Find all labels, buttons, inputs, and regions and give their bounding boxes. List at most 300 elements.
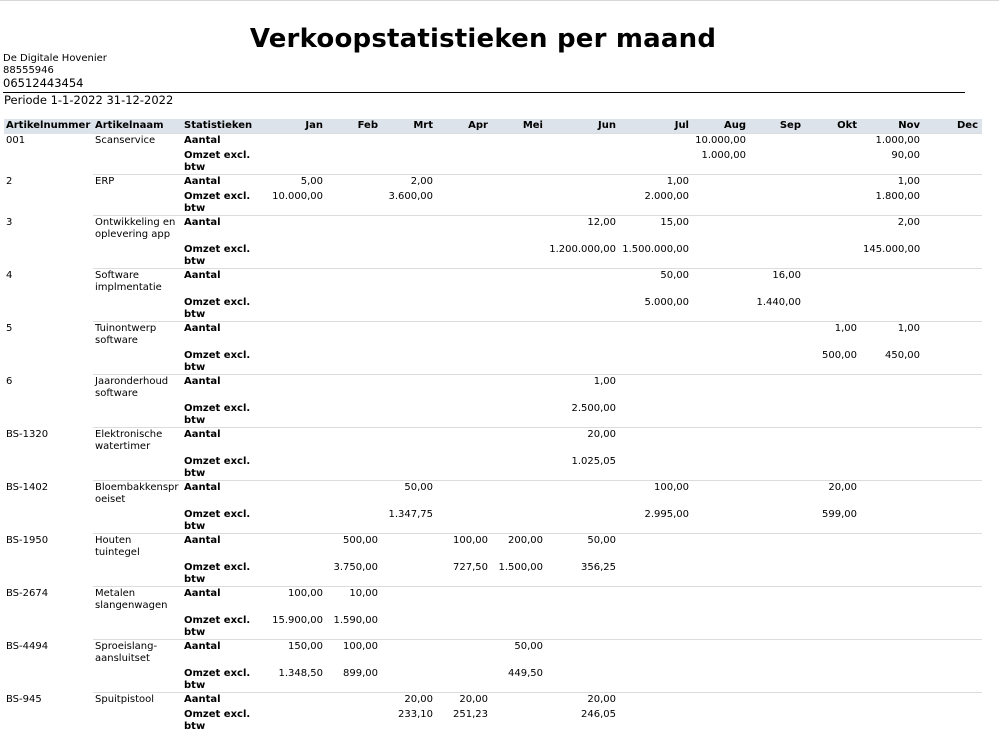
table-row: [4, 149, 982, 175]
omzet-nov-cell: [861, 455, 924, 481]
omzet-apr-cell: [437, 667, 492, 693]
col-header-aug: Aug: [693, 119, 750, 134]
aantal-aug-cell: [693, 428, 750, 456]
omzet-nov-cell: [861, 708, 924, 733]
aantal-mei-cell: 200,00: [492, 534, 547, 562]
article-number-cell: BS-1402: [4, 481, 93, 509]
article-name-cell: [93, 455, 182, 481]
report-title: Verkoopstatistieken per maand: [0, 24, 966, 54]
aantal-mei-cell: 50,00: [492, 640, 547, 668]
statistic-label-cell: Omzet excl. btw: [182, 296, 266, 322]
aantal-apr-cell: [437, 640, 492, 668]
aantal-dec-cell: [924, 534, 982, 562]
aantal-mrt-cell: [382, 134, 437, 150]
statistic-label-cell: Omzet excl. btw: [182, 402, 266, 428]
omzet-jun-cell: [547, 508, 620, 534]
aantal-mrt-cell: [382, 587, 437, 615]
aantal-nov-cell: [861, 481, 924, 509]
statistic-label-cell: Aantal: [182, 693, 266, 709]
aantal-sep-cell: [750, 175, 805, 191]
aantal-mrt-cell: 20,00: [382, 693, 437, 709]
omzet-jun-cell: [547, 296, 620, 322]
omzet-jun-cell: 356,25: [547, 561, 620, 587]
omzet-jan-cell: [266, 402, 327, 428]
omzet-jan-cell: 15.900,00: [266, 614, 327, 640]
table-row: [4, 614, 982, 640]
table-row: [4, 375, 982, 403]
omzet-mei-cell: [492, 243, 547, 269]
aantal-feb-cell: 500,00: [327, 534, 382, 562]
col-header-apr: Apr: [437, 119, 492, 134]
article-number-cell: [4, 243, 93, 269]
article-name-cell: Spuitpistool: [93, 693, 182, 709]
aantal-feb-cell: [327, 175, 382, 191]
aantal-jul-cell: [620, 693, 693, 709]
aantal-sep-cell: [750, 481, 805, 509]
aantal-nov-cell: [861, 587, 924, 615]
aantal-jul-cell: [620, 587, 693, 615]
aantal-okt-cell: [805, 693, 861, 709]
aantal-apr-cell: [437, 375, 492, 403]
aantal-aug-cell: [693, 481, 750, 509]
omzet-sep-cell: [750, 243, 805, 269]
aantal-okt-cell: 20,00: [805, 481, 861, 509]
omzet-okt-cell: [805, 149, 861, 175]
aantal-dec-cell: [924, 216, 982, 244]
omzet-okt-cell: [805, 708, 861, 733]
statistic-label-cell: Omzet excl. btw: [182, 667, 266, 693]
col-header-artikelnaam: Artikelnaam: [93, 119, 182, 134]
omzet-aug-cell: [693, 508, 750, 534]
aantal-aug-cell: [693, 693, 750, 709]
article-number-cell: [4, 561, 93, 587]
omzet-dec-cell: [924, 561, 982, 587]
omzet-dec-cell: [924, 708, 982, 733]
omzet-sep-cell: [750, 667, 805, 693]
aantal-mei-cell: [492, 428, 547, 456]
omzet-jan-cell: [266, 455, 327, 481]
aantal-aug-cell: [693, 322, 750, 350]
aantal-apr-cell: [437, 322, 492, 350]
article-number-cell: [4, 149, 93, 175]
article-name-cell: [93, 708, 182, 733]
article-number-cell: BS-1320: [4, 428, 93, 456]
aantal-mrt-cell: [382, 269, 437, 297]
statistic-label-cell: Aantal: [182, 428, 266, 456]
omzet-feb-cell: 1.590,00: [327, 614, 382, 640]
aantal-okt-cell: [805, 640, 861, 668]
aantal-aug-cell: [693, 269, 750, 297]
omzet-mei-cell: [492, 708, 547, 733]
aantal-okt-cell: [805, 428, 861, 456]
article-number-cell: 001: [4, 134, 93, 150]
statistic-label-cell: Omzet excl. btw: [182, 508, 266, 534]
omzet-sep-cell: [750, 455, 805, 481]
aantal-feb-cell: 10,00: [327, 587, 382, 615]
article-name-cell: [93, 149, 182, 175]
article-number-cell: [4, 190, 93, 216]
aantal-mrt-cell: [382, 428, 437, 456]
aantal-jul-cell: 50,00: [620, 269, 693, 297]
statistic-label-cell: Omzet excl. btw: [182, 349, 266, 375]
omzet-sep-cell: [750, 708, 805, 733]
statistic-label-cell: Aantal: [182, 375, 266, 403]
omzet-dec-cell: [924, 402, 982, 428]
article-name-cell: Ontwikkeling en oplevering app: [93, 216, 182, 244]
aantal-jun-cell: 20,00: [547, 428, 620, 456]
aantal-aug-cell: [693, 587, 750, 615]
omzet-jul-cell: [620, 149, 693, 175]
aantal-okt-cell: [805, 534, 861, 562]
article-number-cell: BS-945: [4, 693, 93, 709]
omzet-jun-cell: 2.500,00: [547, 402, 620, 428]
aantal-sep-cell: [750, 693, 805, 709]
aantal-mrt-cell: [382, 640, 437, 668]
omzet-mrt-cell: [382, 614, 437, 640]
table-row: [4, 534, 982, 562]
col-header-mrt: Mrt: [382, 119, 437, 134]
statistic-label-cell: Omzet excl. btw: [182, 708, 266, 733]
table-row: [4, 481, 982, 509]
statistic-label-cell: Omzet excl. btw: [182, 190, 266, 216]
omzet-mrt-cell: [382, 402, 437, 428]
aantal-jun-cell: 12,00: [547, 216, 620, 244]
article-name-cell: ERP: [93, 175, 182, 191]
aantal-mei-cell: [492, 693, 547, 709]
table-row: [4, 708, 982, 733]
article-number-cell: BS-2674: [4, 587, 93, 615]
aantal-jan-cell: 150,00: [266, 640, 327, 668]
omzet-nov-cell: 145.000,00: [861, 243, 924, 269]
omzet-apr-cell: [437, 455, 492, 481]
aantal-dec-cell: [924, 269, 982, 297]
aantal-jan-cell: [266, 322, 327, 350]
statistic-label-cell: Aantal: [182, 322, 266, 350]
omzet-aug-cell: [693, 667, 750, 693]
aantal-aug-cell: [693, 640, 750, 668]
omzet-sep-cell: [750, 190, 805, 216]
aantal-dec-cell: [924, 175, 982, 191]
article-name-cell: Houten tuintegel: [93, 534, 182, 562]
omzet-jun-cell: 246,05: [547, 708, 620, 733]
aantal-apr-cell: [437, 428, 492, 456]
omzet-nov-cell: 90,00: [861, 149, 924, 175]
statistic-label-cell: Omzet excl. btw: [182, 149, 266, 175]
article-name-cell: [93, 402, 182, 428]
aantal-feb-cell: [327, 375, 382, 403]
statistic-label-cell: Aantal: [182, 269, 266, 297]
aantal-mei-cell: [492, 587, 547, 615]
omzet-nov-cell: 450,00: [861, 349, 924, 375]
aantal-jun-cell: [547, 640, 620, 668]
company-name: De Digitale Hovenier: [3, 53, 107, 65]
aantal-mrt-cell: 2,00: [382, 175, 437, 191]
omzet-apr-cell: 727,50: [437, 561, 492, 587]
col-header-feb: Feb: [327, 119, 382, 134]
aantal-sep-cell: [750, 640, 805, 668]
aantal-feb-cell: [327, 481, 382, 509]
aantal-okt-cell: 1,00: [805, 322, 861, 350]
omzet-apr-cell: [437, 149, 492, 175]
table-row: [4, 322, 982, 350]
article-name-cell: [93, 190, 182, 216]
aantal-apr-cell: [437, 175, 492, 191]
company-phone: 06512443454: [3, 77, 107, 90]
article-name-cell: Tuinontwerp software: [93, 322, 182, 350]
omzet-feb-cell: [327, 149, 382, 175]
table-row: [4, 640, 982, 668]
omzet-mei-cell: [492, 349, 547, 375]
aantal-aug-cell: [693, 216, 750, 244]
omzet-jul-cell: [620, 667, 693, 693]
omzet-mei-cell: [492, 614, 547, 640]
article-number-cell: 2: [4, 175, 93, 191]
table-row: [4, 428, 982, 456]
omzet-okt-cell: [805, 190, 861, 216]
omzet-jan-cell: [266, 508, 327, 534]
omzet-aug-cell: 1.000,00: [693, 149, 750, 175]
table-row: [4, 243, 982, 269]
statistic-label-cell: Omzet excl. btw: [182, 561, 266, 587]
aantal-sep-cell: 16,00: [750, 269, 805, 297]
omzet-aug-cell: [693, 190, 750, 216]
omzet-okt-cell: [805, 455, 861, 481]
aantal-feb-cell: [327, 428, 382, 456]
aantal-okt-cell: [805, 587, 861, 615]
article-number-cell: BS-1950: [4, 534, 93, 562]
omzet-jun-cell: [547, 614, 620, 640]
aantal-apr-cell: 100,00: [437, 534, 492, 562]
omzet-mei-cell: [492, 149, 547, 175]
aantal-jul-cell: [620, 640, 693, 668]
article-name-cell: Software implmentatie: [93, 269, 182, 297]
article-name-cell: [93, 243, 182, 269]
table-row: [4, 296, 982, 322]
statistic-label-cell: Aantal: [182, 175, 266, 191]
aantal-jul-cell: 100,00: [620, 481, 693, 509]
table-row: [4, 134, 982, 150]
aantal-nov-cell: 1,00: [861, 322, 924, 350]
omzet-jan-cell: [266, 561, 327, 587]
aantal-nov-cell: 1,00: [861, 175, 924, 191]
sales-statistics-table: [4, 119, 982, 733]
omzet-dec-cell: [924, 455, 982, 481]
article-number-cell: [4, 667, 93, 693]
omzet-sep-cell: [750, 508, 805, 534]
omzet-okt-cell: [805, 614, 861, 640]
period-label: Periode 1-1-2022 31-12-2022: [4, 93, 173, 107]
omzet-aug-cell: [693, 455, 750, 481]
aantal-dec-cell: [924, 134, 982, 150]
omzet-aug-cell: [693, 708, 750, 733]
col-header-mei: Mei: [492, 119, 547, 134]
statistic-label-cell: Omzet excl. btw: [182, 243, 266, 269]
aantal-nov-cell: [861, 640, 924, 668]
aantal-sep-cell: [750, 587, 805, 615]
aantal-mei-cell: [492, 322, 547, 350]
omzet-sep-cell: 1.440,00: [750, 296, 805, 322]
statistic-label-cell: Aantal: [182, 640, 266, 668]
omzet-mrt-cell: [382, 667, 437, 693]
article-number-cell: 5: [4, 322, 93, 350]
statistic-label-cell: Aantal: [182, 587, 266, 615]
aantal-okt-cell: [805, 175, 861, 191]
omzet-aug-cell: [693, 402, 750, 428]
article-number-cell: [4, 296, 93, 322]
omzet-aug-cell: [693, 296, 750, 322]
table-body: [4, 134, 982, 733]
statistic-label-cell: Omzet excl. btw: [182, 455, 266, 481]
aantal-feb-cell: [327, 322, 382, 350]
omzet-apr-cell: [437, 402, 492, 428]
statistic-label-cell: Aantal: [182, 481, 266, 509]
company-number: 88555946: [3, 65, 107, 77]
omzet-feb-cell: [327, 296, 382, 322]
col-header-jun: Jun: [547, 119, 620, 134]
omzet-jul-cell: 2.000,00: [620, 190, 693, 216]
statistic-label-cell: Omzet excl. btw: [182, 614, 266, 640]
aantal-apr-cell: [437, 269, 492, 297]
table-row: [4, 587, 982, 615]
aantal-nov-cell: 1.000,00: [861, 134, 924, 150]
omzet-mrt-cell: [382, 561, 437, 587]
aantal-jun-cell: [547, 481, 620, 509]
aantal-jan-cell: [266, 534, 327, 562]
statistic-label-cell: Aantal: [182, 134, 266, 150]
aantal-apr-cell: 20,00: [437, 693, 492, 709]
table-row: [4, 508, 982, 534]
aantal-mrt-cell: [382, 375, 437, 403]
aantal-feb-cell: [327, 216, 382, 244]
article-number-cell: [4, 455, 93, 481]
aantal-jul-cell: 1,00: [620, 175, 693, 191]
omzet-feb-cell: [327, 708, 382, 733]
omzet-apr-cell: [437, 508, 492, 534]
article-number-cell: [4, 402, 93, 428]
aantal-apr-cell: [437, 481, 492, 509]
omzet-mei-cell: [492, 296, 547, 322]
aantal-mrt-cell: [382, 216, 437, 244]
aantal-jan-cell: [266, 428, 327, 456]
omzet-jul-cell: 5.000,00: [620, 296, 693, 322]
omzet-apr-cell: [437, 243, 492, 269]
aantal-sep-cell: [750, 534, 805, 562]
aantal-apr-cell: [437, 134, 492, 150]
article-number-cell: 4: [4, 269, 93, 297]
omzet-jul-cell: [620, 455, 693, 481]
table-row: [4, 190, 982, 216]
aantal-jul-cell: 15,00: [620, 216, 693, 244]
omzet-aug-cell: [693, 561, 750, 587]
article-name-cell: [93, 561, 182, 587]
aantal-jan-cell: [266, 481, 327, 509]
omzet-feb-cell: 899,00: [327, 667, 382, 693]
omzet-jan-cell: [266, 296, 327, 322]
table-row: [4, 402, 982, 428]
omzet-jun-cell: [547, 349, 620, 375]
aantal-jan-cell: 100,00: [266, 587, 327, 615]
article-number-cell: 3: [4, 216, 93, 244]
aantal-jun-cell: [547, 587, 620, 615]
aantal-jun-cell: 50,00: [547, 534, 620, 562]
aantal-jul-cell: [620, 534, 693, 562]
omzet-sep-cell: [750, 402, 805, 428]
omzet-sep-cell: [750, 349, 805, 375]
article-name-cell: [93, 508, 182, 534]
article-number-cell: [4, 508, 93, 534]
aantal-apr-cell: [437, 216, 492, 244]
omzet-feb-cell: [327, 349, 382, 375]
aantal-dec-cell: [924, 375, 982, 403]
aantal-jan-cell: [266, 375, 327, 403]
aantal-mei-cell: [492, 216, 547, 244]
omzet-mei-cell: [492, 455, 547, 481]
omzet-mei-cell: [492, 402, 547, 428]
omzet-jun-cell: 1.200.000,00: [547, 243, 620, 269]
aantal-nov-cell: [861, 375, 924, 403]
statistic-label-cell: Aantal: [182, 216, 266, 244]
aantal-jul-cell: [620, 322, 693, 350]
omzet-jul-cell: [620, 708, 693, 733]
omzet-jan-cell: 10.000,00: [266, 190, 327, 216]
omzet-jun-cell: 1.025,05: [547, 455, 620, 481]
omzet-okt-cell: [805, 402, 861, 428]
omzet-mei-cell: [492, 508, 547, 534]
aantal-jun-cell: [547, 175, 620, 191]
omzet-mrt-cell: 3.600,00: [382, 190, 437, 216]
table-row: [4, 269, 982, 297]
aantal-mei-cell: [492, 481, 547, 509]
omzet-jul-cell: 2.995,00: [620, 508, 693, 534]
omzet-mei-cell: 1.500,00: [492, 561, 547, 587]
article-number-cell: 6: [4, 375, 93, 403]
omzet-mrt-cell: 1.347,75: [382, 508, 437, 534]
col-header-okt: Okt: [805, 119, 861, 134]
aantal-mei-cell: [492, 175, 547, 191]
aantal-feb-cell: [327, 269, 382, 297]
aantal-nov-cell: 2,00: [861, 216, 924, 244]
aantal-mei-cell: [492, 269, 547, 297]
omzet-okt-cell: 500,00: [805, 349, 861, 375]
omzet-nov-cell: [861, 561, 924, 587]
omzet-apr-cell: [437, 190, 492, 216]
aantal-dec-cell: [924, 481, 982, 509]
top-border: [0, 0, 999, 1]
aantal-okt-cell: [805, 134, 861, 150]
omzet-nov-cell: [861, 296, 924, 322]
aantal-jan-cell: 5,00: [266, 175, 327, 191]
article-name-cell: Sproeislang-aansluitset: [93, 640, 182, 668]
omzet-jan-cell: [266, 708, 327, 733]
omzet-okt-cell: [805, 243, 861, 269]
aantal-mrt-cell: 50,00: [382, 481, 437, 509]
omzet-dec-cell: [924, 296, 982, 322]
omzet-jun-cell: [547, 190, 620, 216]
aantal-jun-cell: [547, 269, 620, 297]
aantal-dec-cell: [924, 322, 982, 350]
aantal-sep-cell: [750, 216, 805, 244]
omzet-sep-cell: [750, 614, 805, 640]
aantal-jul-cell: [620, 375, 693, 403]
article-name-cell: [93, 667, 182, 693]
omzet-jun-cell: [547, 667, 620, 693]
omzet-feb-cell: 3.750,00: [327, 561, 382, 587]
article-name-cell: Metalen slangenwagen: [93, 587, 182, 615]
omzet-nov-cell: [861, 667, 924, 693]
omzet-dec-cell: [924, 614, 982, 640]
article-name-cell: Scanservice: [93, 134, 182, 150]
omzet-apr-cell: 251,23: [437, 708, 492, 733]
